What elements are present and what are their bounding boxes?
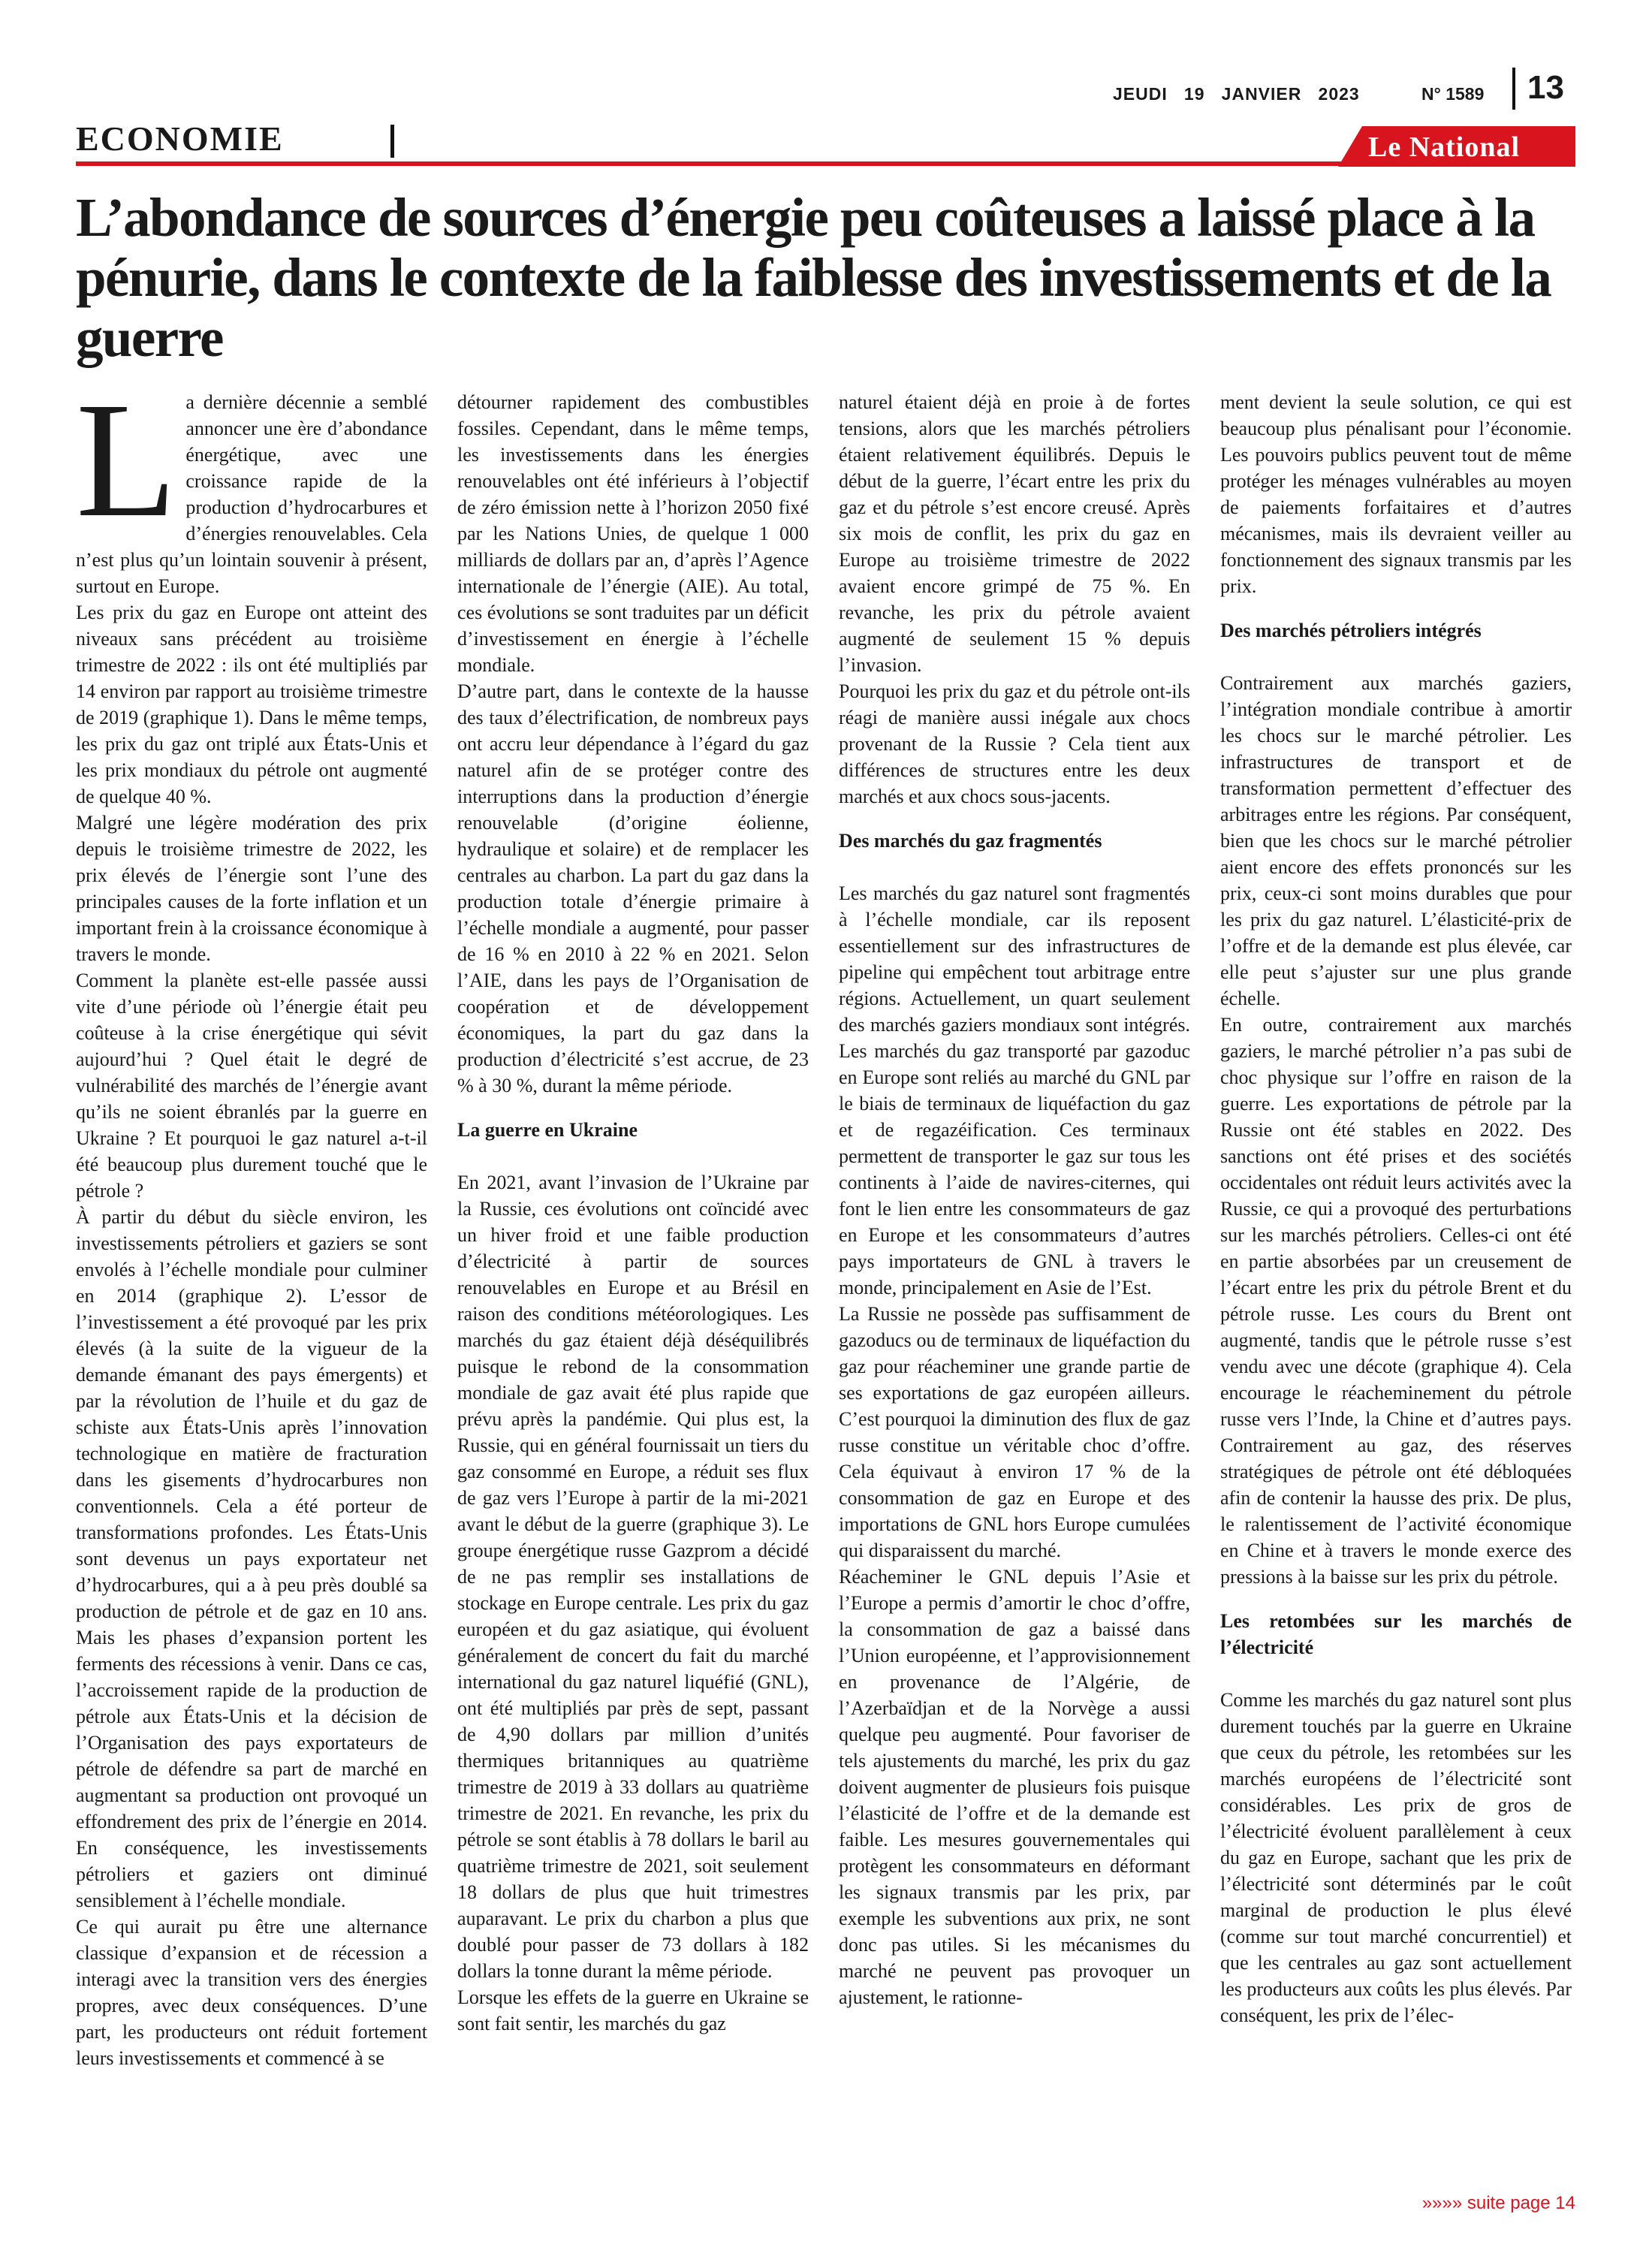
paragraph xyxy=(76,368,427,599)
article-headline: L’abondance de sources d’énergie peu coûteuses a laissé place à la pénurie, dans le contexte de la faiblesse des investissements et de la guerre xyxy=(76,187,1551,368)
subheading: Des marchés pétroliers intégrés xyxy=(1220,620,1482,641)
issue-date: JEUDI 19 JANVIER 2023 xyxy=(1113,84,1360,104)
paragraph: naturel étaient déjà en proie à de fortes tensions, alors que les marchés pétroliers étaient relativement équilibrés. Depuis le début de la guerre, l’écart entre les prix du gaz et du pétrole s’est encore creusé. Après six mois de conflit, les prix du gaz en Europe au troisième trimestre de 2022 avaient encore grimpé de 75 %. En revanche, les prix du pétrole avaient augmenté de seulement 15 % depuis l’invasion. xyxy=(839,391,1190,676)
paragraph: Pourquoi les prix du gaz et du pétrole ont-ils réagi de manière aussi inégale aux chocs provenant de la Russie ? Cela tient aux différences de structures entre les deux marchés et aux chocs sous-jacents. xyxy=(839,680,1190,807)
subheading: Des marchés du gaz fragmentés xyxy=(839,830,1102,852)
article-column-4 xyxy=(1220,389,1572,2028)
paragraph: ment devient la seule solution, ce qui est beaucoup plus pénalisant pour l’économie. Les pouvoirs publics peuvent tout de même protéger les ménages vulnérables au moyen de paiements forfaitaires et d’autres mécanismes, mais ils devraient veiller au fonctionnement des signaux transmis par les prix. xyxy=(1220,391,1572,597)
paragraph: À partir du début du siècle environ, les investissements pétroliers et gaziers se sont envolés à l’échelle mondiale pour culminer en 2014 (graphique 2). L’essor de l’investissement a été provoqué par les prix élevés (à la suite de la vigueur de la demande émanant des pays émergents) et par la révolution de l’huile et du gaz de schiste aux États-Unis après l’innovation technologique en matière de fracturation dans les gisements d’hydrocarbures non conventionnels. Cela a été porteur de transformations profondes. Les États-Unis sont devenus un pays exportateur net d’hydrocarbures, qui a à peu près doublé sa production de pétrole et de gaz en 10 ans. Mais les phases d’expansion portent les ferments des récessions à venir. Dans ce cas, l’accroissement rapide de la production de pétrole aux États-Unis et la décision de l’Organisation des pays exportateurs de pétrole de défendre sa part de marché en augmentant sa production ont provoqué un effondrement des prix de l’énergie en 2014. En conséquence, les investissements pétroliers et gaziers ont diminué sensiblement à l’échelle mondiale. xyxy=(76,1206,427,1911)
page-number: 13 xyxy=(1527,69,1564,106)
subheading: Les retombées sur les marchés de l’électricité xyxy=(1220,1610,1572,1658)
drop-cap: L xyxy=(76,368,177,551)
paragraph: Malgré une légère modération des prix depuis le troisième trimestre de 2022, les prix élevés de l’énergie sont l’une des principales causes de la forte inflation et un important frein à la croissance économique à travers le monde. xyxy=(76,812,427,965)
section-divider xyxy=(390,125,394,158)
paragraph: détourner rapidement des combustibles fossiles. Cependant, dans le même temps, les investissements dans les énergies renouvelables ont été inférieurs à l’objectif de zéro émission nette à l’horizon 2050 fixé par les Nations Unies, de quelque 1 000 milliards de dollars par an, d’après l’Agence internationale de l’énergie (AIE). Au total, ces évolutions se sont traduites par un déficit d’investissement en énergie à l’échelle mondiale. xyxy=(457,391,809,676)
article-column-3 xyxy=(839,389,1190,2010)
article-column-2 xyxy=(457,389,809,2037)
section-title: ECONOMIE xyxy=(76,119,284,158)
paragraph: Comme les marchés du gaz naturel sont plus durement touchés par la guerre en Ukraine que ceux du pétrole, les retombées sur les marchés européens de l’électricité sont considérables. Les prix de gros de l’électricité évoluent parallèlement à ceux du gaz en Europe, sachant que les prix de l’électricité sont déterminés par le coût marginal de production le plus élevé (comme sur tout marché concurrentiel) et que les centrales au gaz sont actuellement les producteurs aux coûts les plus élevés. Par conséquent, les prix de l’élec- xyxy=(1220,1689,1572,2026)
paragraph: Lorsque les effets de la guerre en Ukraine se sont fait sentir, les marchés du gaz xyxy=(457,1986,809,2034)
paragraph: Réacheminer le GNL depuis l’Asie et l’Europe a permis d’amortir le choc d’offre, la consommation de gaz a baissé dans l’Union européenne, et l’approvisionnement en provenance de l’Algérie, de l’Azerbaïdjan et de la Norvège a aussi quelque peu augmenté. Pour favoriser de tels ajustements du marché, les prix du gaz doivent augmenter de plusieurs fois puisque l’élasticité de l’offre et de la demande est faible. Les mesures gouvernementales qui protègent les consommateurs en déformant les signaux transmis par les prix, par exemple les subventions aux prix, ne sont donc pas utiles. Si les mécanismes du marché ne peuvent pas provoquer un ajustement, le rationne- xyxy=(839,1566,1190,2008)
brand-name: Le National xyxy=(1368,131,1521,163)
paragraph: En outre, contrairement aux marchés gaziers, le marché pétrolier n’a pas subi de choc physique sur l’offre en raison de la guerre. Les exportations de pétrole par la Russie ont été stables en 2022. Des sanctions ont été prises et des sociétés occidentales ont réduit leurs activités avec la Russie, ce qui a provoqué des perturbations sur les marchés pétroliers. Celles-ci ont été en partie absorbées par un creusement de l’écart entre les prix du pétrole Brent et du pétrole russe. Les cours du Brent ont augmenté, tandis que le pétrole russe s’est vendu avec une décote (graphique 4). Cela encourage le réacheminement du pétrole russe vers l’Inde, la Chine et d’autres pays. Contrairement au gaz, des réserves stratégiques de pétrole ont été débloquées afin de contenir la hausse des prix. De plus, le ralentissement de l’activité économique en Chine et à travers le monde exerce des pressions à la baisse sur les prix du pétrole. xyxy=(1220,1014,1572,1588)
paragraph: Ce qui aurait pu être une alternance classique d’expansion et de récession a interagi avec la transition vers des énergies propres, avec deux conséquences. D’une part, les producteurs ont réduit fortement leurs investissements et commencé à se xyxy=(76,1916,427,2069)
paragraph: Contrairement aux marchés gaziers, l’intégration mondiale contribue à amortir les chocs sur le marché pétrolier. Les infrastructures de transport et de transformation permettent d’effectuer des arbitrages entre les régions. Par conséquent, bien que les chocs sur le marché pétrolier aient encore des effets prononcés sur les prix, ceux-ci sont moins durables que pour les prix du gaz naturel. L’élasticité-prix de l’offre et de la demande est plus élevée, car elle peut s’ajuster sur une plus grande échelle. xyxy=(1220,672,1572,1009)
continuation-link[interactable]: »»»» suite page 14 xyxy=(1421,2193,1575,2213)
paragraph: D’autre part, dans le contexte de la hausse des taux d’électrification, de nombreux pays ont accru leur dépendance à l’égard du gaz naturel afin de se protéger contre des interruptions dans la production d’énergie renouvelable (d’origine éolienne, hydraulique et solaire) et de remplacer les centrales au charbon. La part du gaz dans la production totale d’énergie primaire à l’échelle mondiale a augmenté, pour passer de 16 % en 2010 à 22 % en 2021. Selon l’AIE, dans les pays de l’Organisation de coopération et de développement économiques, la part du gaz dans la production d’électricité s’est accrue, de 23 % à 30 %, durant la même période. xyxy=(457,680,809,1096)
paragraph: Comment la planète est-elle passée aussi vite d’une période où l’énergie était peu coûteuse à la crise énergétique qui sévit aujourd’hui ? Quel était le degré de vulnérabilité des marchés de l’énergie avant qu’ils ne soient ébranlés par la guerre en Ukraine ? Et pourquoi le gaz naturel a-t-il été beaucoup plus durement touché que le pétrole ? xyxy=(76,970,427,1202)
paragraph: Les marchés du gaz naturel sont fragmentés à l’échelle mondiale, car ils reposent essentiellement sur des infrastructures de pipeline qui empêchent tout arbitrage entre régions. Actuellement, un quart seulement des marchés gaziers mondiaux sont intégrés. Les marchés du gaz transporté par gazoduc en Europe sont reliés au marché du GNL par le biais de terminaux de liquéfaction du gaz et de regazéification. Ces terminaux permettent de transporter le gaz sur tous les continents à l’aide de navires-citernes, qui font le lien entre les consommateurs de gaz en Europe et les consommateurs d’autres pays importateurs de GNL à travers le monde, principalement en Asie de l’Est. xyxy=(839,882,1190,1298)
paragraph-text: a dernière décennie a semblé annoncer une ère d’abondance énergétique, avec une croissance rapide de la production d’hydrocarbures et d’énergies renouvelables. Cela n’est plus qu’un lointain souvenir à présent, surtout en Europe. xyxy=(76,391,427,597)
issue-number: N° 1589 xyxy=(1421,84,1485,104)
paragraph: Les prix du gaz en Europe ont atteint des niveaux sans précédent au troisième trimestre de 2022 : ils ont été multipliés par 14 environ par rapport au troisième trimestre de 2019 (graphique 1). Dans le même temps, les prix du gaz ont triplé aux États-Unis et les prix mondiaux du pétrole ont augmenté de quelque 40 %. xyxy=(76,602,427,807)
paragraph: La Russie ne possède pas suffisamment de gazoducs ou de terminaux de liquéfaction du gaz pour réacheminer une grande partie de ses exportations de gaz européen ailleurs. C’est pourquoi la diminution des flux de gaz russe constitue un véritable choc d’offre. Cela équivaut à environ 17 % de la consommation de gaz en Europe et des importations de GNL hors Europe cumulées qui disparaissent du marché. xyxy=(839,1303,1190,1561)
paragraph: En 2021, avant l’invasion de l’Ukraine par la Russie, ces évolutions ont coïncidé avec un hiver froid et une faible production d’électricité à partir de sources renouvelables en Europe et au Brésil en raison des conditions météorologiques. Les marchés du gaz étaient déjà déséquilibrés puisque le rebond de la consommation mondiale de gaz avait été plus rapide que prévu après la pandémie. Qui plus est, la Russie, qui en général fournissait un tiers du gaz consommé en Europe, a réduit ses flux de gaz vers l’Europe à partir de la mi-2021 avant le début de la guerre (graphique 3). Le groupe énergétique russe Gazprom a décidé de ne pas remplir ses installations de stockage en Europe centrale. Les prix du gaz européen et du gaz asiatique, qui évoluent généralement de concert du fait du marché international du gaz naturel liquéfié (GNL), ont été multipliés par près de sept, passant de 4,90 dollars par million d’unités thermiques britanniques au quatrième trimestre de 2019 à 33 dollars au quatrième trimestre de 2021. En revanche, les prix du pétrole se sont établis à 78 dollars le baril au quatrième trimestre de 2021, soit seulement 18 dollars de plus que huit trimestres auparavant. Le prix du charbon a plus que doublé pour passer de 73 dollars à 182 dollars la tonne durant la même période. xyxy=(457,1172,809,1982)
subheading: La guerre en Ukraine xyxy=(457,1119,638,1141)
header-separator xyxy=(1512,68,1515,110)
article-column-1 xyxy=(76,368,427,2071)
